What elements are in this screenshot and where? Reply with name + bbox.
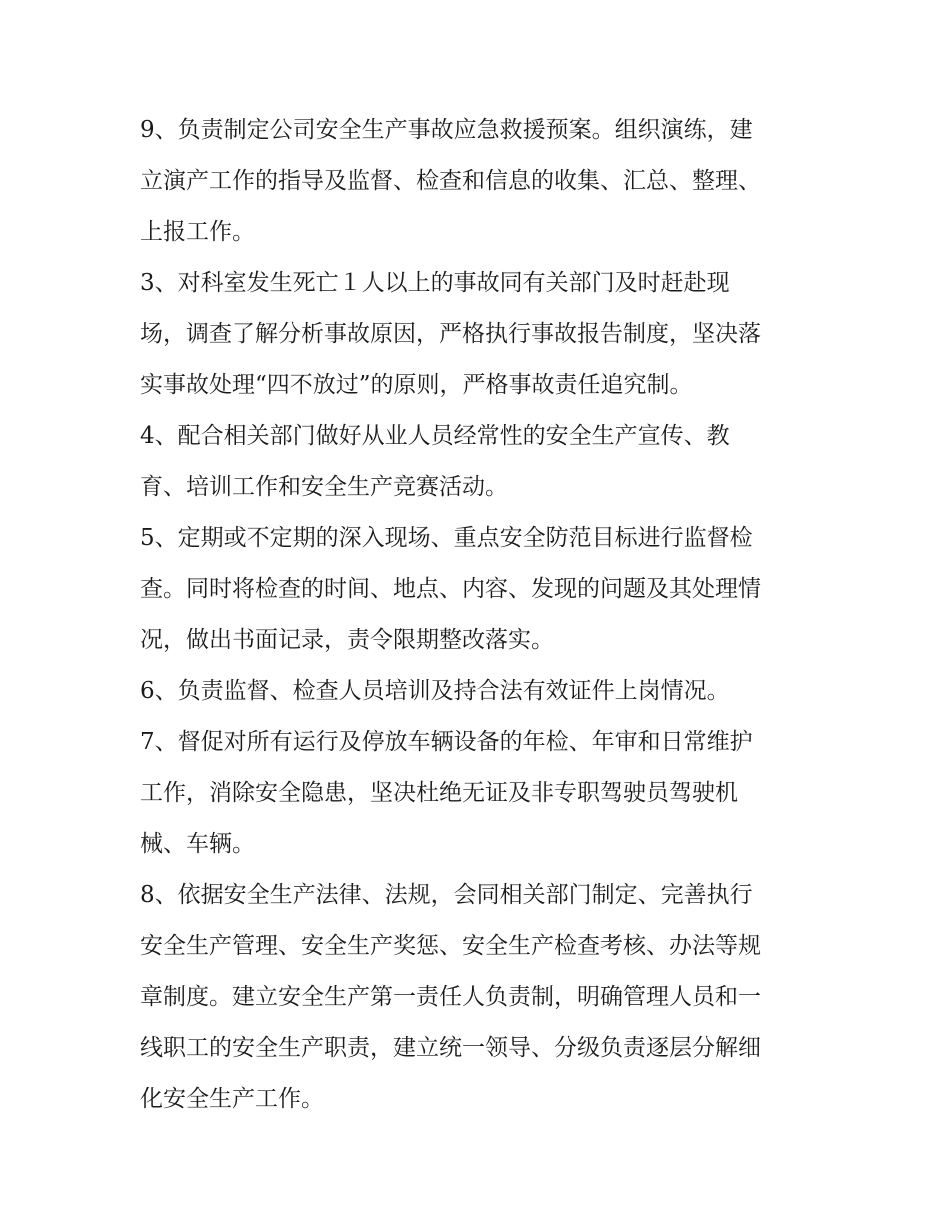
text-line: 章制度。建立安全生产第一责任人负责制，明确管理人员和一 [140, 984, 761, 1010]
text-line: 8、依据安全生产法律、法规，会同相关部门制定、完善执行 [140, 882, 753, 908]
text-line: 立演产工作的指导及监督、检查和信息的收集、汇总、整理、 [140, 168, 761, 194]
text-line: 6、负责监督、检查人员培训及持合法有效证件上岗情况。 [140, 678, 730, 704]
text-line: 3、对科室发生死亡１人以上的事故同有关部门及时赶赴现 [140, 270, 730, 296]
text-line: 查。同时将检查的时间、地点、内容、发现的问题及其处理情 [140, 576, 761, 602]
paragraph-item-3 [140, 258, 820, 411]
text-line: 4、配合相关部门做好从业人员经常性的安全生产宣传、教 [140, 423, 730, 449]
text-line: 场，调查了解分析事故原因，严格执行事故报告制度，坚决落 [140, 321, 761, 347]
text-line: 9、负责制定公司安全生产事故应急救援预案。组织演练，建 [140, 117, 753, 143]
text-line: 化安全生产工作。 [140, 1086, 324, 1112]
paragraph-item-9 [140, 105, 820, 258]
text-line: 5、定期或不定期的深入现场、重点安全防范目标进行监督检 [140, 525, 753, 551]
text-line: 育、培训工作和安全生产竞赛活动。 [140, 474, 508, 500]
paragraph-item-8 [140, 870, 820, 1125]
paragraph-item-4 [140, 411, 820, 513]
text-line: 上报工作。 [140, 219, 255, 245]
text-line: 7、督促对所有运行及停放车辆设备的年检、年审和日常维护 [140, 729, 753, 755]
text-line: 况，做出书面记录，责令限期整改落实。 [140, 627, 554, 653]
text-line: 实事故处理“四不放过”的原则，严格事故责任追究制。 [140, 372, 693, 398]
text-line: 安全生产管理、安全生产奖惩、安全生产检查考核、办法等规 [140, 933, 761, 959]
document-body [140, 105, 820, 1125]
paragraph-item-6 [140, 666, 820, 717]
text-line: 线职工的安全生产职责，建立统一领导、分级负责逐层分解细 [140, 1035, 761, 1061]
paragraph-item-5 [140, 513, 820, 666]
paragraph-item-7 [140, 717, 820, 870]
text-line: 工作，消除安全隐患，坚决杜绝无证及非专职驾驶员驾驶机 [140, 780, 738, 806]
text-line: 械、车辆。 [140, 831, 255, 857]
